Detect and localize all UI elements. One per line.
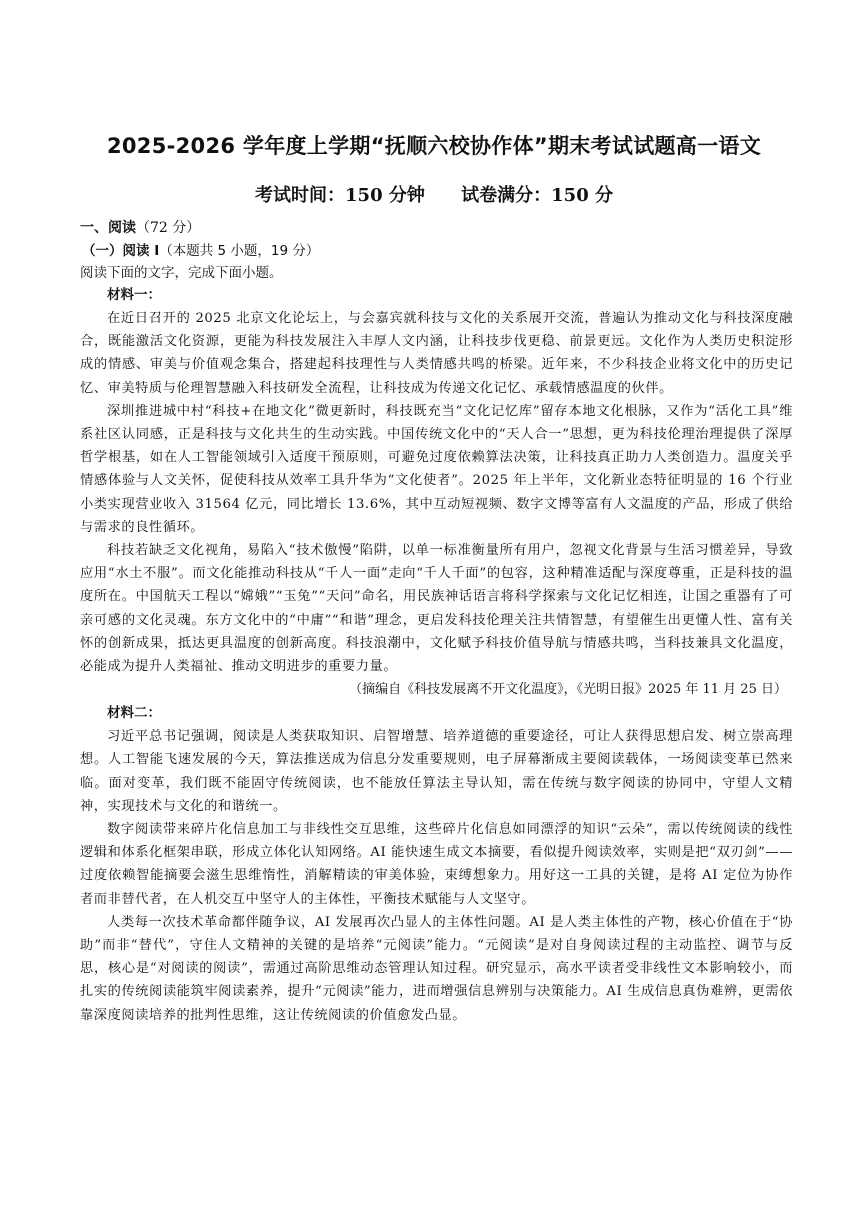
reading-instruction: 阅读下面的文字，完成下面小题。	[80, 265, 283, 281]
section-heading-text: 一、阅读	[80, 220, 136, 236]
subsection-heading-text: （一）阅读 I	[82, 243, 160, 259]
material-two-paragraph: 人类每一次技术革命都伴随争议，AI 发展再次凸显人的主体性问题。AI 是人类主体性的产物，核心价值在于“协助”而非“替代”，守住人文精神的关键的是培养“元阅读”能力。“元阅读”是对自身阅读过程的主动监控、调节与反思，核心是“对阅读的阅读”，需通过高阶思维动态管理认知过程。研究显示，高水平读者受非线性文本影响较小，而扎实的传统阅读能筑牢阅读素养，提升“元阅读”能力，进而增强信息辨别与决策能力。AI 生成信息真伪难辨，更需依靠深度阅读培养的批判性思维，这让传统阅读的价值愈发凸显。	[80, 914, 793, 1023]
exam-time: 考试时间：150 分钟	[255, 185, 425, 206]
exam-score: 试卷满分：150 分	[461, 185, 613, 206]
section-heading	[80, 217, 793, 240]
material-one-paragraph: 深圳推进城中村“科技+在地文化”微更新时，科技既充当“文化记忆库”留存本地文化根脉，又作为“活化工具”维系社区认同感，正是科技与文化共生的生动实践。中国传统文化中的“天人合一”思想，更为科技伦理治理提供了深厚哲学根基，如在人工智能领域引入适度干预原则，可避免过度依赖算法决策，让科技真正助力人类创造力。温度关乎情感体验与人文关怀，促使科技从效率工具升华为“文化使者”。2025 年上半年，文化新业态特征明显的 16 个行业小类实现营业收入 31564 亿元，同比增长 13.6%，其中互动短视频、数字文博等富有人文温度的产品，形成了供给与需求的良性循环。	[80, 403, 793, 535]
material-two-paragraph: 习近平总书记强调，阅读是人类获取知识、启智增慧、培养道德的重要途径，可让人获得思想启发、树立崇高理想。人工智能飞速发展的今天，算法推送成为信息分发重要规则，电子屏幕渐成主要阅读载体，一场阅读变革已然来临。面对变革，我们既不能固守传统阅读，也不能放任算法主导认知，需在传统与数字阅读的协同中，守望人文精神，实现技术与文化的和谐统一。	[80, 729, 793, 814]
material-two-paragraph: 数字阅读带来碎片化信息加工与非线性交互思维，这些碎片化信息如同漂浮的知识“云朵”，需以传统阅读的线性逻辑和体系化框架串联，形成立体化认知网络。AI 能快速生成文本摘要，看似提升阅读效率，实则是把“双刃剑”——过度依赖智能摘要会滋生思维惰性，消解精读的审美体验，束缚想象力。用好这一工具的关键，是将 AI 定位为协作者而非替代者，在人机交互中坚守人的主体性，平衡技术赋能与人文坚守。	[80, 822, 793, 907]
material-one-paragraph: 科技若缺乏文化视角，易陷入“技术傲慢”陷阱，以单一标准衡量所有用户，忽视文化背景与生活习惯差异，导致应用“水土不服”。而文化能推动科技从“千人一面”走向“千人千面”的包容，这种精准适配与深度尊重，正是科技的温度所在。中国航天工程以“嫦娥”“玉兔”“天问”命名，用民族神话语言将科学探索与文化记忆相连，让国之重器有了可亲可感的文化灵魂。东方文化中的“中庸”“和谐”理念，更启发科技伦理关注共情智慧，有望催生出更懂人性、富有关怀的创新成果，抵达更具温度的创新高度。科技浪潮中，文化赋予科技价值导航与情感共鸣，当科技兼具文化温度，必能成为提升人类福祉、推动文明进步的重要力量。	[80, 543, 793, 675]
exam-title: 2025-2026 学年度上学期“抚顺六校协作体”期末考试试题高一语文	[106, 134, 762, 158]
section-heading-note: （72 分）	[136, 220, 201, 236]
material-two-label: 材料二：	[107, 705, 161, 722]
material-one-source: （摘编自《科技发展离不开文化温度》，《光明日报》2025 年 11 月 25 日）	[349, 682, 787, 698]
material-one-paragraph: 在近日召开的 2025 北京文化论坛上，与会嘉宾就科技与文化的关系展开交流，普遍认为推动文化与科技深度融合，既能激活文化资源，更能为科技发展注入丰厚人文内涵，让科技步伐更稳、前景更远。文化作为人类历史积淀形成的情感、审美与价值观念集合，搭建起科技理性与人类情感共鸣的桥梁。近年来，不少科技企业将文化中的历史记忆、审美特质与伦理智慧融入科技研发全流程，让科技成为传递文化记忆、承载情感温度的伙伴。	[80, 311, 793, 396]
material-one-label: 材料一：	[107, 287, 161, 303]
exam-info	[0, 182, 868, 210]
exam-body	[80, 217, 793, 1027]
subsection-heading	[80, 240, 793, 262]
subsection-heading-note: （本题共 5 小题，19 分）	[159, 243, 320, 259]
